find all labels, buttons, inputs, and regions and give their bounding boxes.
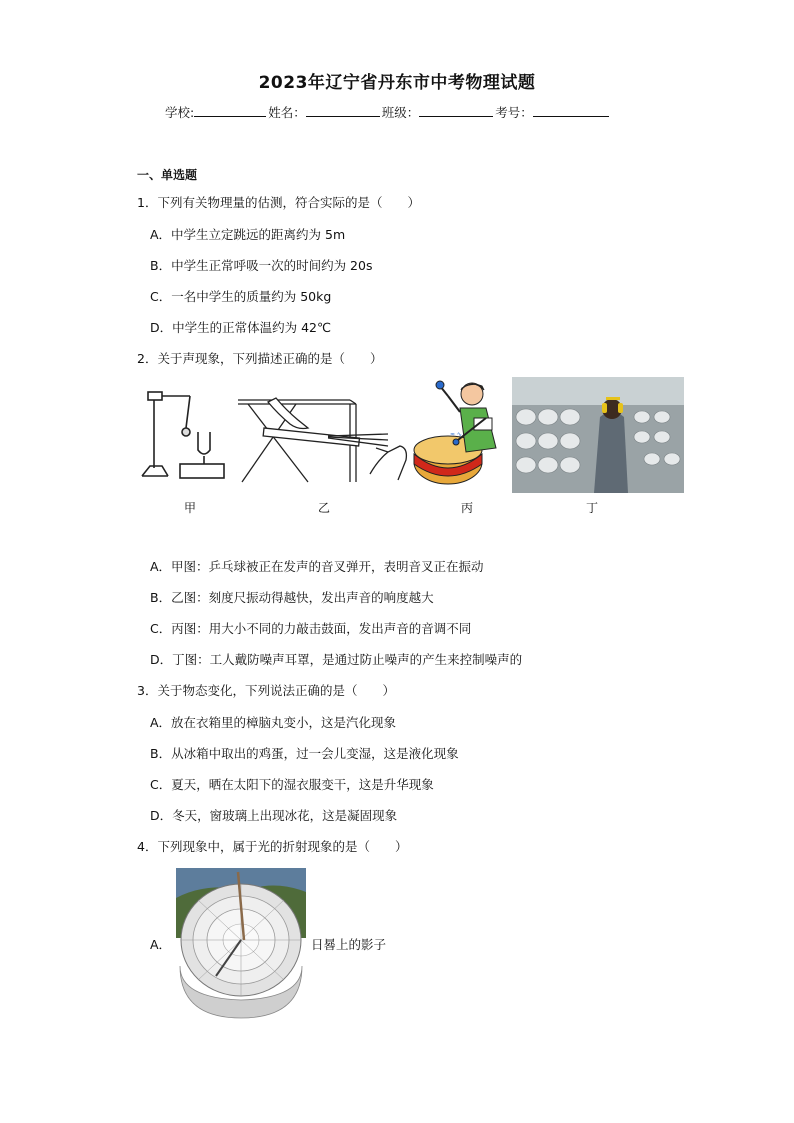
page-title: 2023年辽宁省丹东市中考物理试题	[258, 73, 536, 93]
question-2-stem: 2．关于声现象，下列描述正确的是（ ）	[137, 351, 383, 366]
question-3-option-d: D．冬天，窗玻璃上出现冰花，这是凝固现象	[150, 808, 398, 823]
figure-drum-boy	[410, 378, 506, 488]
school-label: 学校:	[165, 105, 195, 120]
number-blank[interactable]	[533, 104, 609, 117]
question-2-option-a: A．甲图：乒乓球被正在发声的音叉弹开，表明音叉正在振动	[150, 559, 484, 574]
question-3-option-c: C．夏天，晒在太阳下的湿衣服变干，这是升华现象	[150, 777, 434, 792]
student-info-line	[165, 103, 611, 121]
question-1-option-c: C．一名中学生的质量约为 50kg	[150, 289, 332, 304]
question-4-option-a-text: 日晷上的影子	[311, 937, 387, 952]
figure-factory-worker	[512, 377, 684, 493]
figure-tuning-fork	[140, 388, 230, 484]
name-blank[interactable]	[306, 104, 380, 117]
figure-caption-bing: 丙	[460, 501, 473, 515]
question-1-stem: 1．下列有关物理量的估测，符合实际的是（ ）	[137, 195, 420, 210]
school-blank[interactable]	[194, 104, 266, 117]
question-2-option-b: B．乙图：刻度尺振动得越快，发出声音的响度越大	[150, 590, 434, 605]
figure-ruler-table	[238, 390, 410, 484]
figure-caption-ding: 丁	[585, 501, 598, 515]
question-3-stem: 3．关于物态变化，下列说法正确的是（ ）	[137, 683, 395, 698]
section-heading: 一、单选题	[137, 168, 198, 182]
figure-caption-jia: 甲	[183, 501, 196, 515]
question-4-stem: 4．下列现象中，属于光的折射现象的是（ ）	[137, 839, 408, 854]
figure-caption-yi: 乙	[317, 501, 330, 515]
question-2-option-c: C．丙图：用大小不同的力敲击鼓面，发出声音的音调不同	[150, 621, 472, 636]
number-label: 考号：	[495, 105, 533, 120]
name-label: 姓名：	[268, 105, 306, 120]
question-4-option-a-label: A．	[150, 937, 172, 952]
svg-text:≈ ∿: ≈ ∿	[450, 431, 462, 438]
question-1-option-a: A．中学生立定跳远的距离约为 5m	[150, 227, 346, 242]
figure-sundial	[176, 868, 306, 1022]
question-2-option-d: D．丁图：工人戴防噪声耳罩，是通过防止噪声的产生来控制噪声的	[150, 652, 523, 667]
question-1-option-b: B．中学生正常呼吸一次的时间约为 20s	[150, 258, 373, 273]
class-label: 班级：	[381, 105, 420, 120]
class-blank[interactable]	[419, 104, 493, 117]
question-1-option-d: D．中学生的正常体温约为 42℃	[150, 320, 332, 335]
question-3-option-a: A．放在衣箱里的樟脑丸变小，这是汽化现象	[150, 715, 397, 730]
question-3-option-b: B．从冰箱中取出的鸡蛋，过一会儿变湿，这是液化现象	[150, 746, 459, 761]
